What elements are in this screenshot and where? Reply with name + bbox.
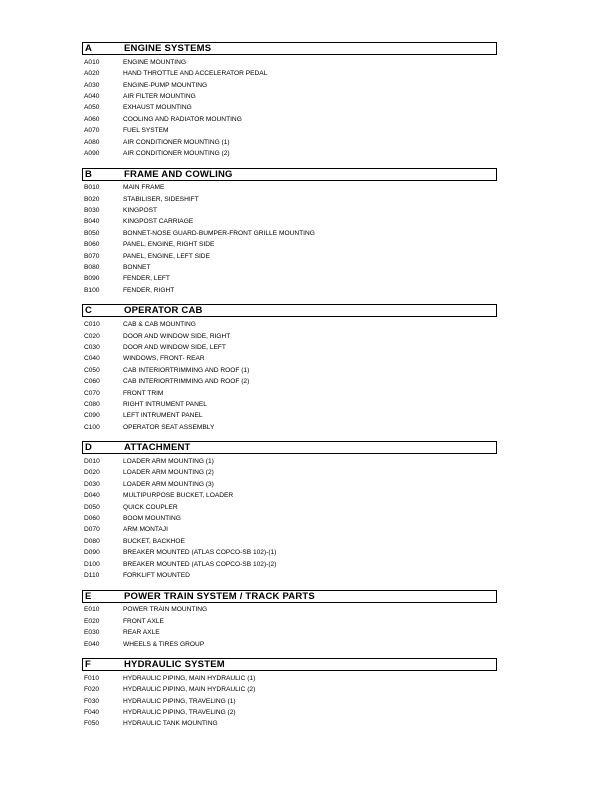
index-row [82, 262, 497, 273]
index-row [82, 182, 497, 193]
section-letter: C [85, 305, 92, 317]
item-description: CAB & CAB MOUNTING [123, 321, 196, 329]
item-code: B070 [84, 252, 100, 260]
index-row [82, 193, 497, 204]
item-code: A070 [84, 127, 100, 135]
index-row [82, 673, 497, 684]
section-d [82, 441, 497, 581]
section-title: ATTACHMENT [124, 442, 191, 454]
index-row [82, 399, 497, 410]
index-row [82, 456, 497, 467]
index-row [82, 125, 497, 136]
item-description: PANEL, ENGINE, RIGHT SIDE [123, 241, 215, 249]
item-code: E010 [84, 606, 100, 614]
item-description: HYDRAULIC PIPING, MAIN HYDRAULIC (2) [123, 686, 256, 694]
index-row [82, 228, 497, 239]
section-f [82, 658, 497, 730]
item-description: BONNET [123, 264, 151, 272]
index-row [82, 490, 497, 501]
item-code: C010 [84, 321, 100, 329]
section-letter: E [85, 590, 92, 602]
section-letter: B [85, 168, 92, 180]
item-description: AIR FILTER MOUNTING [123, 92, 196, 100]
item-description: QUICK COUPLER [123, 503, 178, 511]
item-description: FRONT TRIM [123, 389, 164, 397]
index-row [82, 616, 497, 627]
index-row [82, 205, 497, 216]
section-letter: A [85, 43, 92, 54]
section-letter: F [85, 659, 91, 671]
item-code: C040 [84, 355, 100, 363]
index-row [82, 536, 497, 547]
item-description: DOOR AND WINDOW SIDE, LEFT [123, 343, 226, 351]
item-code: B080 [84, 264, 100, 272]
index-row [82, 114, 497, 125]
item-code: D030 [84, 480, 100, 488]
item-code: F010 [84, 674, 100, 682]
index-row [82, 707, 497, 718]
index-row [82, 79, 497, 90]
item-description: BREAKER MOUNTED (ATLAS COPCO-SB 102)-(1) [123, 549, 277, 557]
item-description: DOOR AND WINDOW SIDE, RIGHT [123, 332, 231, 340]
item-code: F040 [84, 709, 100, 717]
item-description: BOOM MOUNTING [123, 515, 181, 523]
item-description: LEFT INTRUMENT PANEL [123, 412, 203, 420]
section-title: POWER TRAIN SYSTEM / TRACK PARTS [124, 590, 315, 602]
item-description: HAND THROTTLE AND ACCELERATOR PEDAL [123, 70, 268, 78]
section-title: OPERATOR CAB [124, 305, 203, 317]
item-description: HYDRAULIC TANK MOUNTING [123, 720, 218, 728]
item-code: D080 [84, 537, 100, 545]
item-description: FUEL SYSTEM [123, 127, 169, 135]
section-a [82, 42, 497, 159]
item-code: A040 [84, 92, 100, 100]
item-code: D040 [84, 492, 100, 500]
index-row [82, 547, 497, 558]
item-description: KINGPOST CARRIAGE [123, 218, 194, 226]
index-row [82, 285, 497, 296]
item-description: WHEELS & TIRES GROUP [123, 640, 205, 648]
index-row [82, 410, 497, 421]
section-b [82, 168, 497, 297]
item-description: LOADER ARM MOUNTING (3) [123, 480, 214, 488]
item-code: A050 [84, 104, 100, 112]
item-description: BONNET-NOSE GUARD-BUMPER-FRONT GRILLE MOUNTING [123, 229, 315, 237]
item-code: A010 [84, 58, 100, 66]
section-header [82, 590, 497, 603]
item-description: RIGHT INTRUMENT PANEL [123, 400, 207, 408]
index-row [82, 376, 497, 387]
index-row [82, 250, 497, 261]
item-code: B090 [84, 275, 100, 283]
item-code: D110 [84, 571, 100, 579]
item-description: PANEL, ENGINE, LEFT SIDE [123, 252, 210, 260]
index-row [82, 695, 497, 706]
item-code: D090 [84, 549, 100, 557]
index-row [82, 239, 497, 250]
item-description: HYDRAULIC PIPING, MAIN HYDRAULIC (1) [123, 674, 256, 682]
item-code: C080 [84, 400, 100, 408]
item-code: B030 [84, 207, 100, 215]
index-row [82, 638, 497, 649]
item-code: C070 [84, 389, 100, 397]
item-code: F030 [84, 697, 100, 705]
item-description: MULTIPURPOSE BUCKET, LOADER [123, 492, 234, 500]
item-code: C050 [84, 366, 100, 374]
index-row [82, 319, 497, 330]
index-row [82, 513, 497, 524]
section-header [82, 658, 497, 671]
index-row [82, 68, 497, 79]
item-code: C030 [84, 343, 100, 351]
item-description: FORKLIFT MOUNTED [123, 571, 190, 579]
index-row [82, 148, 497, 159]
item-code: D020 [84, 469, 100, 477]
section-header [82, 168, 497, 181]
item-description: FENDER, LEFT [123, 275, 170, 283]
item-code: C100 [84, 423, 100, 431]
item-description: CAB INTERIORTRIMMING AND ROOF (1) [123, 366, 250, 374]
item-description: EXHAUST MOUNTING [123, 104, 192, 112]
item-description: WINDOWS, FRONT- REAR [123, 355, 205, 363]
item-code: E030 [84, 629, 100, 637]
item-description: HYDRAULIC PIPING, TRAVELING (2) [123, 709, 236, 717]
item-code: B010 [84, 184, 100, 192]
item-description: OPERATOR SEAT ASSEMBLY [123, 423, 215, 431]
index-row [82, 57, 497, 68]
item-code: C090 [84, 412, 100, 420]
item-description: LOADER ARM MOUNTING (1) [123, 458, 214, 466]
index-row [82, 718, 497, 729]
index-row [82, 342, 497, 353]
item-description: ENGINE MOUNTING [123, 58, 187, 66]
item-code: D070 [84, 526, 100, 534]
item-code: B020 [84, 195, 100, 203]
section-title: FRAME AND COWLING [124, 168, 233, 180]
item-description: LOADER ARM MOUNTING (2) [123, 469, 214, 477]
index-row [82, 273, 497, 284]
item-description: FENDER, RIGHT [123, 286, 175, 294]
item-description: BUCKET, BACKHOE [123, 537, 185, 545]
item-code: B040 [84, 218, 100, 226]
index-row [82, 330, 497, 341]
item-description: FRONT AXLE [123, 617, 164, 625]
item-code: E040 [84, 640, 100, 648]
item-description: ARM MONTAJI [123, 526, 168, 534]
section-letter: D [85, 442, 92, 454]
index-row [82, 467, 497, 478]
index-row [82, 216, 497, 227]
item-code: A060 [84, 115, 100, 123]
item-code: D010 [84, 458, 100, 466]
item-code: C020 [84, 332, 100, 340]
item-description: CAB INTERIORTRIMMING AND ROOF (2) [123, 378, 250, 386]
index-row [82, 570, 497, 581]
index-row [82, 684, 497, 695]
item-code: A030 [84, 81, 100, 89]
index-row [82, 353, 497, 364]
index-row [82, 387, 497, 398]
item-code: D060 [84, 515, 100, 523]
item-description: ENGINE-PUMP MOUNTING [123, 81, 208, 89]
index-row [82, 365, 497, 376]
item-description: STABILISER, SIDESHIFT [123, 195, 199, 203]
section-title: ENGINE SYSTEMS [124, 43, 212, 54]
section-e [82, 590, 497, 650]
section-c [82, 304, 497, 433]
item-code: D050 [84, 503, 100, 511]
index-row [82, 102, 497, 113]
index-row [82, 136, 497, 147]
index-row [82, 91, 497, 102]
item-code: A080 [84, 138, 100, 146]
item-code: C060 [84, 378, 100, 386]
index-row [82, 604, 497, 615]
section-header [82, 441, 497, 454]
item-code: A090 [84, 149, 100, 157]
item-code: F020 [84, 686, 100, 694]
item-code: E020 [84, 617, 100, 625]
section-header [82, 304, 497, 317]
item-code: B100 [84, 286, 100, 294]
index-row [82, 558, 497, 569]
item-code: B060 [84, 241, 100, 249]
item-description: BREAKER MOUNTED (ATLAS COPCO-SB 102)-(2) [123, 560, 277, 568]
index-row [82, 524, 497, 535]
item-description: AIR CONDITIONER MOUNTING (2) [123, 149, 230, 157]
index-row [82, 479, 497, 490]
item-description: REAR AXLE [123, 629, 160, 637]
item-description: COOLING AND RADIATOR MOUNTING [123, 115, 242, 123]
item-code: F050 [84, 720, 100, 728]
parts-index [82, 42, 497, 738]
item-description: POWER TRAIN MOUNTING [123, 606, 208, 614]
item-code: B050 [84, 229, 100, 237]
item-code: D100 [84, 560, 100, 568]
item-description: HYDRAULIC PIPING, TRAVELING (1) [123, 697, 236, 705]
item-description: MAIN FRAME [123, 184, 165, 192]
item-code: A020 [84, 70, 100, 78]
item-description: AIR CONDITIONER MOUNTING (1) [123, 138, 230, 146]
index-row [82, 422, 497, 433]
index-row [82, 627, 497, 638]
index-row [82, 501, 497, 512]
item-description: KINGPOST [123, 207, 158, 215]
section-header [82, 42, 497, 55]
section-title: HYDRAULIC SYSTEM [124, 659, 225, 671]
